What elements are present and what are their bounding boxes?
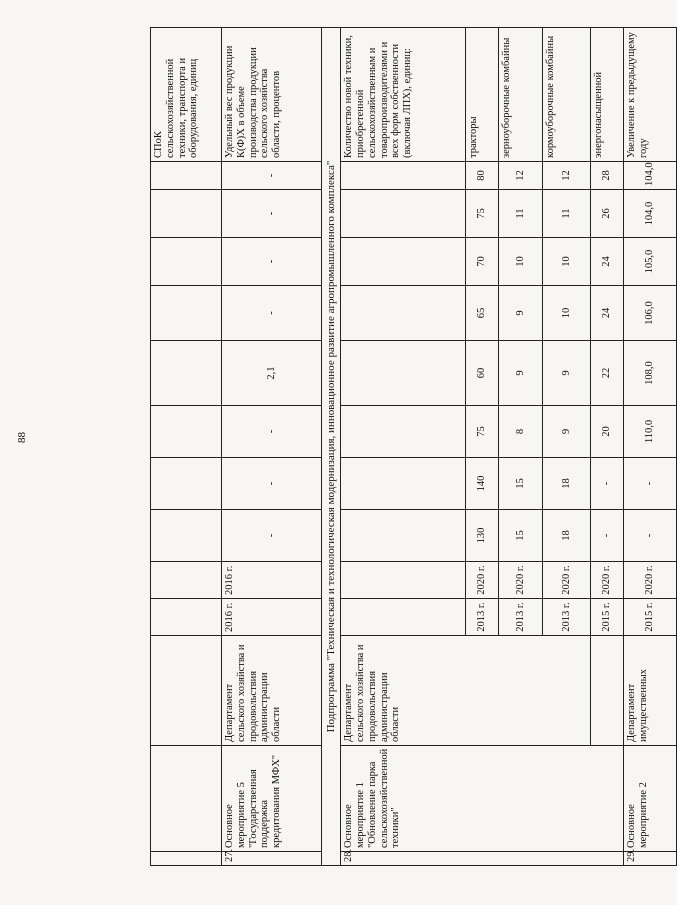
cell-indicator: СПоК сельскохозяйственной техники, транспорта и оборудования, единиц [151,28,222,162]
cell-v7: 75 [466,190,499,238]
cell-v1 [151,510,222,562]
cell-end: 2020 г. [591,562,624,599]
cell-start: 2015 г. [591,599,624,636]
cell-v2: - [591,458,624,510]
cell-v2: 140 [466,458,499,510]
cell-end: 2016 г. [222,562,322,599]
cell-v1: 130 [466,510,499,562]
cell-v8: 80 [466,162,499,190]
cell-v7 [151,190,222,238]
cell-v6: 105,0 [624,238,677,286]
cell-num: 28. [341,852,624,866]
cell-v1: 18 [543,510,591,562]
table-row-27 [222,28,322,866]
cell-v7: - [222,190,322,238]
cell-v4: 9 [543,341,591,406]
cell-indicator: Количество новой техники, приобретенной сельскохозяйственным и товаропроизводителями и всех форм собственности (включая ЛПХ), единиц: [341,28,466,162]
cell-v5: 10 [543,286,591,341]
cell-v3: 8 [499,406,543,458]
cell-indicator: кормоуборочные комбайны [543,28,591,162]
cell-v5: 106,0 [624,286,677,341]
cell-end [341,562,466,599]
cell-v7: 11 [543,190,591,238]
cell-executor [591,636,624,746]
cell-v8: - [222,162,322,190]
cell-name: Основное мероприятие 2 [624,746,677,852]
cell-v4: 60 [466,341,499,406]
cell-end: 2020 г. [466,562,499,599]
cell-end [151,562,222,599]
cell-v4 [151,341,222,406]
cell-num: 27. [222,852,322,866]
table-row-29 [624,28,677,866]
cell-name: Основное мероприятие 1 "Обновление парка сельскохозяйственной техники" [341,746,624,852]
cell-num [151,852,222,866]
cell-v4: 108,0 [624,341,677,406]
cell-v5 [341,286,466,341]
cell-end: 2020 г. [543,562,591,599]
cell-v2 [341,458,466,510]
program-indicators-table [150,27,677,866]
cell-v2 [151,458,222,510]
cell-v2: - [624,458,677,510]
cell-v5: 9 [499,286,543,341]
cell-v8 [341,162,466,190]
cell-name: Основное мероприятие 5 "Государственная поддержка кредитования МФХ" [222,746,322,852]
cell-v8: 28 [591,162,624,190]
cell-v3: 110,0 [624,406,677,458]
cell-start: 2013 г. [499,599,543,636]
cell-start: 2013 г. [466,599,499,636]
cell-v1: 15 [499,510,543,562]
cell-v4: 9 [499,341,543,406]
cell-v3 [151,406,222,458]
cell-v8: 12 [543,162,591,190]
cell-v1: - [624,510,677,562]
cell-v3: 75 [466,406,499,458]
table-row [591,28,624,866]
cell-start: 2015 г. [624,599,677,636]
cell-start [341,599,466,636]
cell-v6 [341,238,466,286]
cell-executor: Департамент сельского хозяйства и продовольствия администрации области [222,636,322,746]
cell-v2: - [222,458,322,510]
cell-indicator: Увеличение к предыдущему году [624,28,677,162]
cell-v3: 20 [591,406,624,458]
page-number: 88 [16,432,28,443]
cell-v7: 11 [499,190,543,238]
cell-v4: 2,1 [222,341,322,406]
cell-indicator: Удельный вес продукции К(Ф)Х в объеме производства продукции сельского хозяйства области, процентов [222,28,322,162]
cell-v4: 22 [591,341,624,406]
cell-v5: 65 [466,286,499,341]
table-row-28 [341,28,466,866]
cell-executor: Департамент сельского хозяйства и продовольствия администрации области [341,636,591,746]
cell-v5 [151,286,222,341]
cell-v3: - [222,406,322,458]
cell-v7: 104,0 [624,190,677,238]
cell-v6: - [222,238,322,286]
cell-executor: Департамент имущественных [624,636,677,746]
cell-end: 2020 г. [624,562,677,599]
cell-v6: 70 [466,238,499,286]
cell-v3: 9 [543,406,591,458]
cell-v6: 10 [499,238,543,286]
cell-v6: 24 [591,238,624,286]
cell-v6 [151,238,222,286]
cell-v7: 26 [591,190,624,238]
cell-end: 2020 г. [499,562,543,599]
cell-v3 [341,406,466,458]
cell-indicator: зерноуборочные комбайны [499,28,543,162]
cell-start: 2016 г. [222,599,322,636]
cell-num: 29. [624,852,677,866]
subprogram-title: Подпрограмма "Техническая и технологическая модернизация, инновационное развитие агропромышленного комплекса" [322,28,341,866]
cell-v1: - [591,510,624,562]
cell-name [151,746,222,852]
cell-v5: 24 [591,286,624,341]
rotated-table-sheet [150,28,663,866]
cell-v8: 12 [499,162,543,190]
cell-v6: 10 [543,238,591,286]
cell-v8 [151,162,222,190]
cell-v8: 104,0 [624,162,677,190]
cell-start [151,599,222,636]
table-row-continuation [151,28,222,866]
cell-indicator: тракторы [466,28,499,162]
cell-executor [151,636,222,746]
cell-v1 [341,510,466,562]
cell-v1: - [222,510,322,562]
cell-v4 [341,341,466,406]
cell-v2: 15 [499,458,543,510]
subprogram-row [322,28,341,866]
cell-v2: 18 [543,458,591,510]
cell-start: 2013 г. [543,599,591,636]
cell-v7 [341,190,466,238]
cell-v5: - [222,286,322,341]
cell-indicator: энергонасыщенной [591,28,624,162]
